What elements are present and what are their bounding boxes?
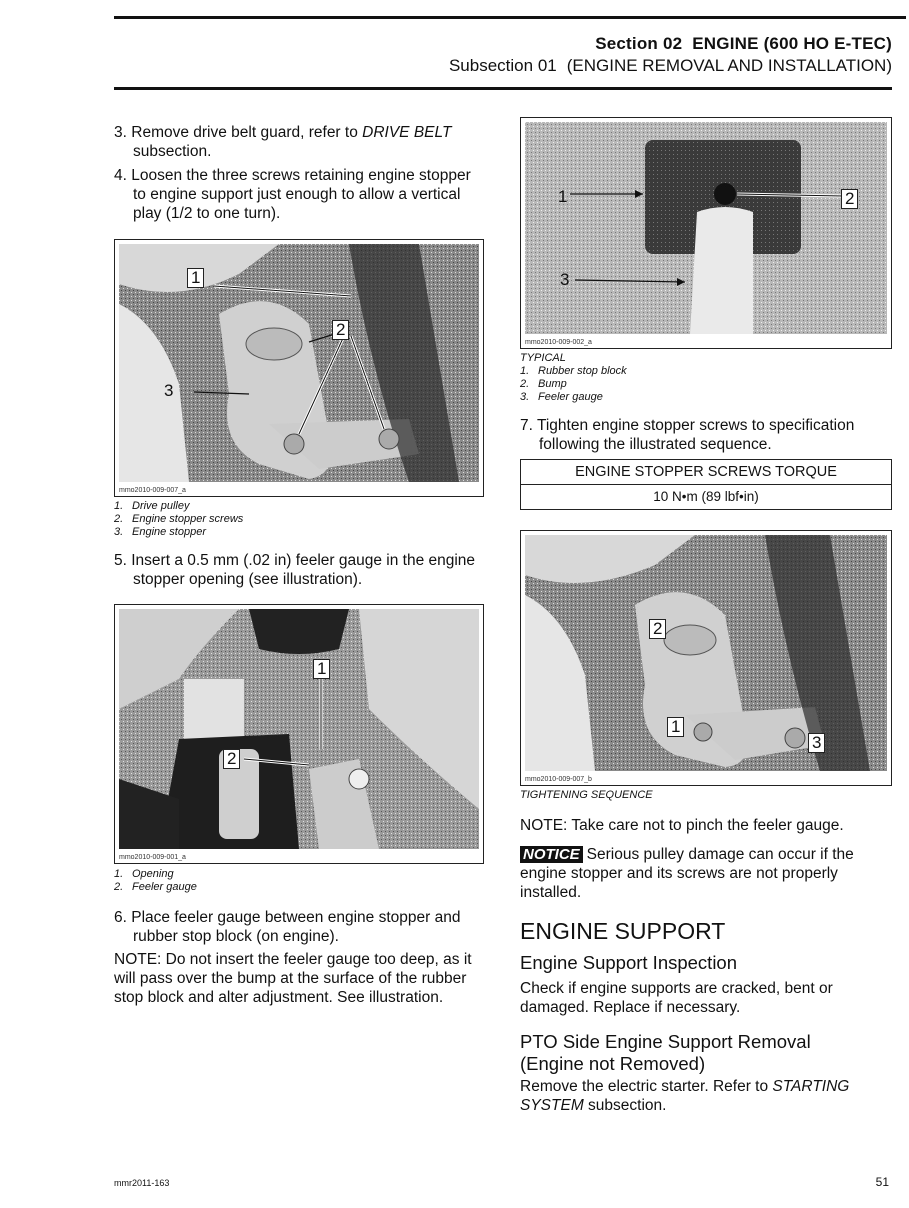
callout-1: 1: [187, 268, 204, 288]
notice-block: NOTICE Serious pulley damage can occur if the engine stopper and its screws are not properly installed.: [520, 846, 854, 901]
photo-tightening-sequence: [525, 535, 887, 771]
torque-table-value: 10 N•m (89 lbf•in): [653, 489, 759, 504]
inspection-text: Check if engine supports are cracked, bent or damaged. Replace if necessary.: [520, 980, 833, 1016]
figure-1-legend: [114, 500, 243, 539]
doc-code: mmr2011-163: [114, 1178, 170, 1188]
figure-3-legend: [520, 352, 627, 404]
top-rule: [114, 16, 906, 19]
subsection-title: Subsection 01 (ENGINE REMOVAL AND INSTALLATION): [448, 56, 892, 75]
legend-item: 2. Feeler gauge: [114, 881, 197, 893]
legend-item: 3. Engine stopper: [114, 526, 206, 538]
drive-belt-reference: DRIVE BELT: [362, 124, 452, 141]
figure-2-legend: [114, 868, 197, 894]
callout-3: 3: [560, 270, 570, 289]
figure-feeler-gauge-opening: [114, 604, 484, 864]
callout-1: 1: [667, 717, 684, 737]
step-4: 4. Loosen the three screws retaining engine stopper to engine support just enough to allow a vertical play (1/2 to one turn).: [114, 167, 471, 222]
figure-code: mmo2010-009-007_b: [525, 776, 592, 783]
starting-system-reference: STARTING SYSTEM: [520, 1078, 850, 1114]
torque-table: [520, 459, 892, 510]
heading-pto-support-removal: PTO Side Engine Support Removal (Engine not Removed): [520, 1031, 811, 1074]
figure-4-caption: TIGHTENING SEQUENCE: [520, 789, 653, 801]
heading-engine-support: ENGINE SUPPORT: [520, 918, 726, 944]
callout-1: 1: [313, 659, 330, 679]
legend-item: 1. Drive pulley: [114, 500, 190, 512]
callout-3: 3: [808, 733, 825, 753]
legend-item: 1. Opening: [114, 868, 174, 880]
heading-engine-support-inspection: Engine Support Inspection: [520, 952, 738, 973]
legend-item: 2. Bump: [520, 378, 567, 390]
callout-2: 2: [223, 749, 240, 769]
header-rule: [114, 87, 892, 90]
torque-table-header: ENGINE STOPPER SCREWS TORQUE: [521, 460, 891, 485]
callout-2: 2: [649, 619, 666, 639]
page-header: [449, 33, 892, 77]
removal-text: Remove the electric starter. Refer to STARTING SYSTEM subsection.: [520, 1078, 850, 1114]
section-title: Section 02 ENGINE (600 HO E-TEC): [595, 34, 892, 53]
note-feeler-depth: NOTE: Do not insert the feeler gauge too deep, as it will pass over the bump at the surface of the rubber stop block and alter adjustment. See illustration.: [114, 951, 472, 1006]
figure-code: mmo2010-009-007_a: [119, 487, 186, 494]
photo-rubber-stop-block: [525, 122, 887, 334]
legend-item: 3. Feeler gauge: [520, 391, 603, 403]
note-pinch: NOTE: Take care not to pinch the feeler gauge.: [520, 817, 844, 834]
photo-engine-stopper: [119, 244, 479, 482]
notice-badge: NOTICE: [520, 846, 583, 863]
callout-3: 3: [164, 381, 174, 400]
figure-rubber-stop-block: [520, 117, 892, 349]
step-5: 5. Insert a 0.5 mm (.02 in) feeler gauge in the engine stopper opening (see illustration).: [114, 552, 476, 588]
step-7: 7. Tighten engine stopper screws to specification following the illustrated sequence.: [520, 417, 855, 453]
figure-code: mmo2010-009-002_a: [525, 339, 592, 346]
figure-code: mmo2010-009-001_a: [119, 854, 186, 861]
callout-1: 1: [558, 187, 568, 206]
figure-engine-stopper: [114, 239, 484, 497]
callout-2: 2: [332, 320, 349, 340]
photo-feeler-gauge-opening: [119, 609, 479, 849]
callout-2: 2: [841, 189, 858, 209]
page-number: 51: [875, 1175, 889, 1189]
step-3: 3. Remove drive belt guard, refer to DRIVE BELT subsection.: [114, 124, 452, 160]
legend-item: 2. Engine stopper screws: [114, 513, 244, 525]
step-6: 6. Place feeler gauge between engine stopper and rubber stop block (on engine).: [114, 909, 461, 945]
legend-item: 1. Rubber stop block: [520, 365, 627, 377]
figure-caption: TYPICAL: [520, 352, 566, 364]
figure-tightening-sequence: [520, 530, 892, 786]
